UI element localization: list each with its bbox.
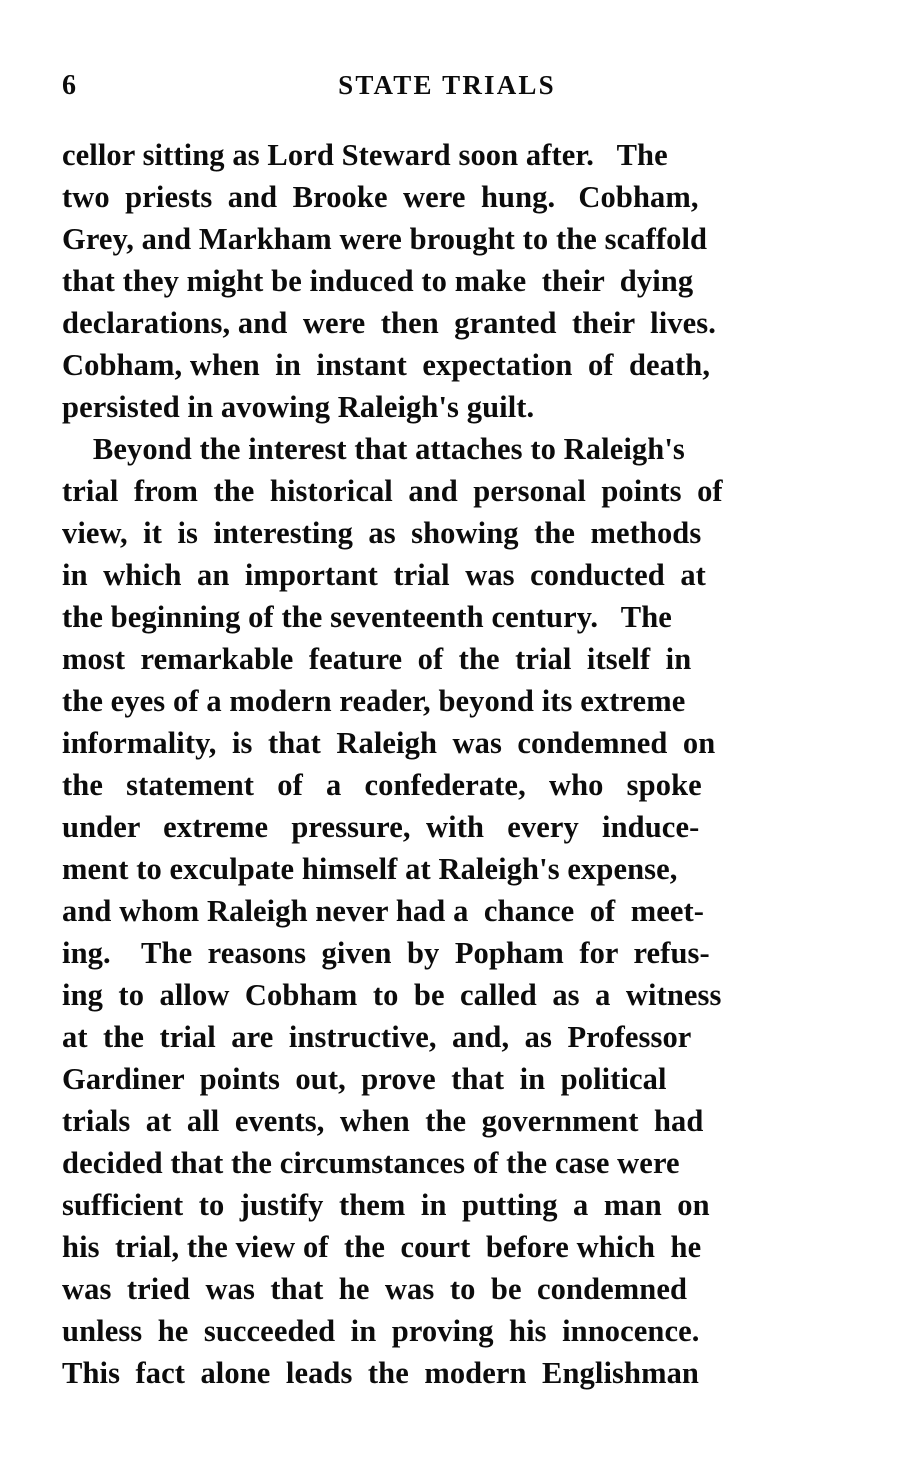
text-line: the beginning of the seventeenth century. The bbox=[62, 600, 672, 634]
text-line: Grey, and Markham were brought to the scaffold bbox=[62, 222, 708, 256]
text-line: ment to exculpate himself at Raleigh's expense, bbox=[62, 852, 678, 886]
text-line: This fact alone leads the modern Englishman bbox=[62, 1356, 699, 1390]
text-line: Cobham, when in instant expectation of death, bbox=[62, 348, 711, 382]
text-line: Gardiner points out, prove that in political bbox=[62, 1062, 667, 1096]
paragraph-2 bbox=[62, 428, 834, 1394]
text-line: informality, is that Raleigh was condemned on bbox=[62, 726, 716, 760]
running-head: STATE TRIALS bbox=[338, 70, 556, 100]
page-number: 6 bbox=[62, 70, 77, 101]
text-line: the statement of a confederate, who spoke bbox=[62, 768, 702, 802]
text-line: was tried was that he was to be condemned bbox=[62, 1272, 688, 1306]
text-line: view, it is interesting as showing the methods bbox=[62, 516, 702, 550]
text-line: trial from the historical and personal points of bbox=[62, 474, 723, 508]
text-line: in which an important trial was conducted at bbox=[62, 558, 706, 592]
text-line: unless he succeeded in proving his innocence. bbox=[62, 1314, 700, 1348]
text-line: Beyond the interest that attaches to Raleigh's bbox=[62, 432, 685, 466]
text-line: decided that the circumstances of the case were bbox=[62, 1146, 680, 1180]
text-line: two priests and Brooke were hung. Cobham, bbox=[62, 180, 699, 214]
text-line: the eyes of a modern reader, beyond its extreme bbox=[62, 684, 686, 718]
text-line: and whom Raleigh never had a chance of meet- bbox=[62, 894, 705, 928]
text-line: trials at all events, when the government had bbox=[62, 1104, 704, 1138]
page-header bbox=[62, 70, 832, 110]
text-line: most remarkable feature of the trial itself in bbox=[62, 642, 692, 676]
paragraph-1 bbox=[62, 134, 834, 428]
text-line: persisted in avowing Raleigh's guilt. bbox=[62, 390, 535, 424]
text-line: declarations, and were then granted their lives. bbox=[62, 306, 716, 340]
text-line: that they might be induced to make their dying bbox=[62, 264, 694, 298]
text-line: under extreme pressure, with every induce- bbox=[62, 810, 700, 844]
text-line: at the trial are instructive, and, as Professor bbox=[62, 1020, 692, 1054]
text-line: sufficient to justify them in putting a man on bbox=[62, 1188, 710, 1222]
text-line: ing to allow Cobham to be called as a witness bbox=[62, 978, 722, 1012]
text-line: cellor sitting as Lord Steward soon after. The bbox=[62, 138, 668, 172]
body-text bbox=[62, 134, 834, 1394]
text-line: ing. The reasons given by Popham for refus- bbox=[62, 936, 710, 970]
text-line: his trial, the view of the court before which he bbox=[62, 1230, 702, 1264]
